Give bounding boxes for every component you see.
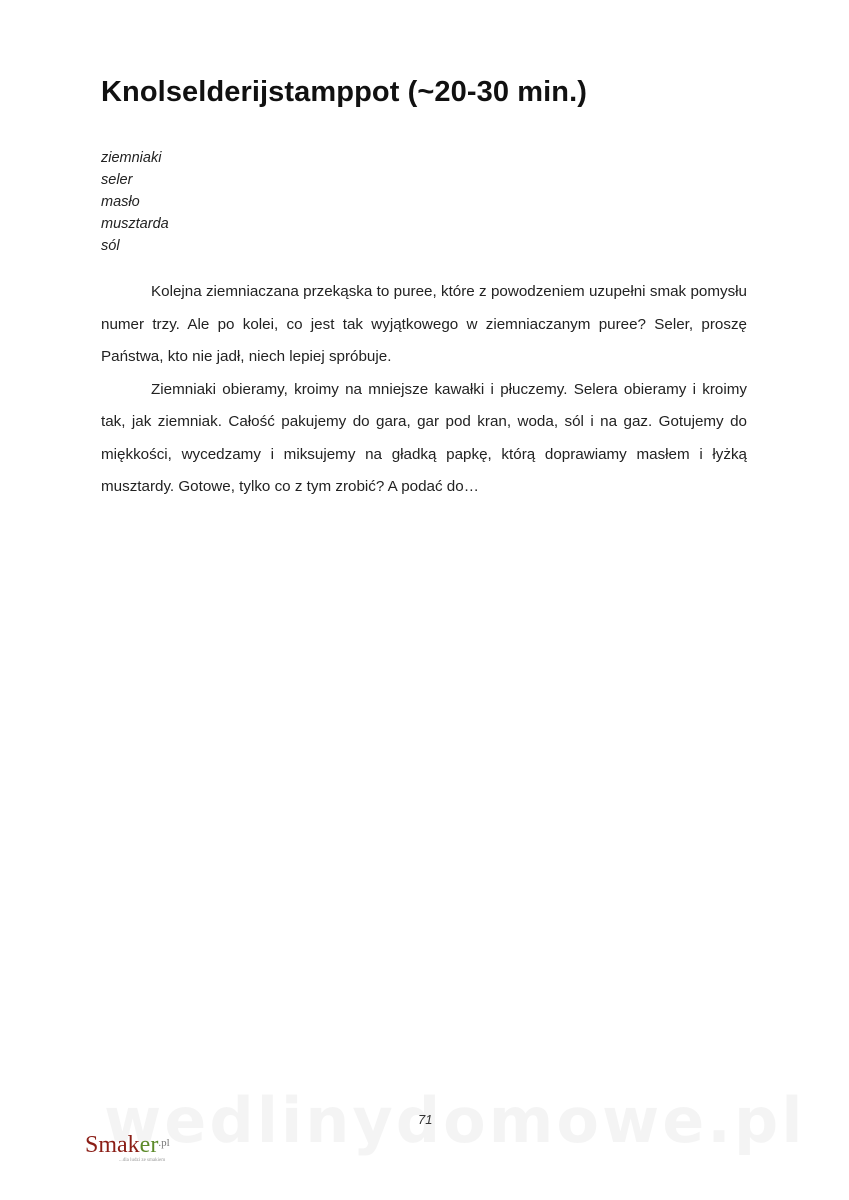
ingredient-item: sól [101,238,120,254]
recipe-body [101,276,747,504]
smaker-logo [85,1133,170,1163]
body-paragraph: Ziemniaki obieramy, kroimy na mniejsze kawałki i płuczemy. Selera obieramy i kroimy tak, jak ziemniak. Całość pakujemy do gara, gar pod kran, woda, sól i na gaz. Gotujemy do miękkości, wycedzamy i miksujemy na gładką papkę, którą doprawiamy masłem i łyżką musztardy. Gotowe, tylko co z tym zrobić? A podać do… [101,380,747,495]
body-paragraph: Kolejna ziemniaczana przekąska to puree, które z powodzeniem uzupełni smak pomysłu numer trzy. Ale po kolei, co jest tak wyjątkowego w ziemniaczanym puree? Seler, proszę Państwa, kto nie jadł, niech lepiej spróbuje. [101,283,747,365]
ingredient-item: ziemniaki [101,150,162,166]
recipe-title: Knolselderijstamppot (~20-30 min.) [101,76,588,108]
ingredient-item: masło [101,194,140,210]
ingredient-item: seler [101,172,133,188]
page-number: 71 [418,1112,433,1127]
ingredient-list [101,147,169,257]
logo-domain-suffix: .pl [158,1137,170,1149]
site-watermark [104,1084,805,1157]
logo-tagline: ...dla ludzi ze smakiem [119,1158,166,1163]
logo-text-primary: Smak [85,1132,140,1158]
ingredient-item: musztarda [101,216,169,232]
logo-text-secondary: er [139,1132,159,1158]
